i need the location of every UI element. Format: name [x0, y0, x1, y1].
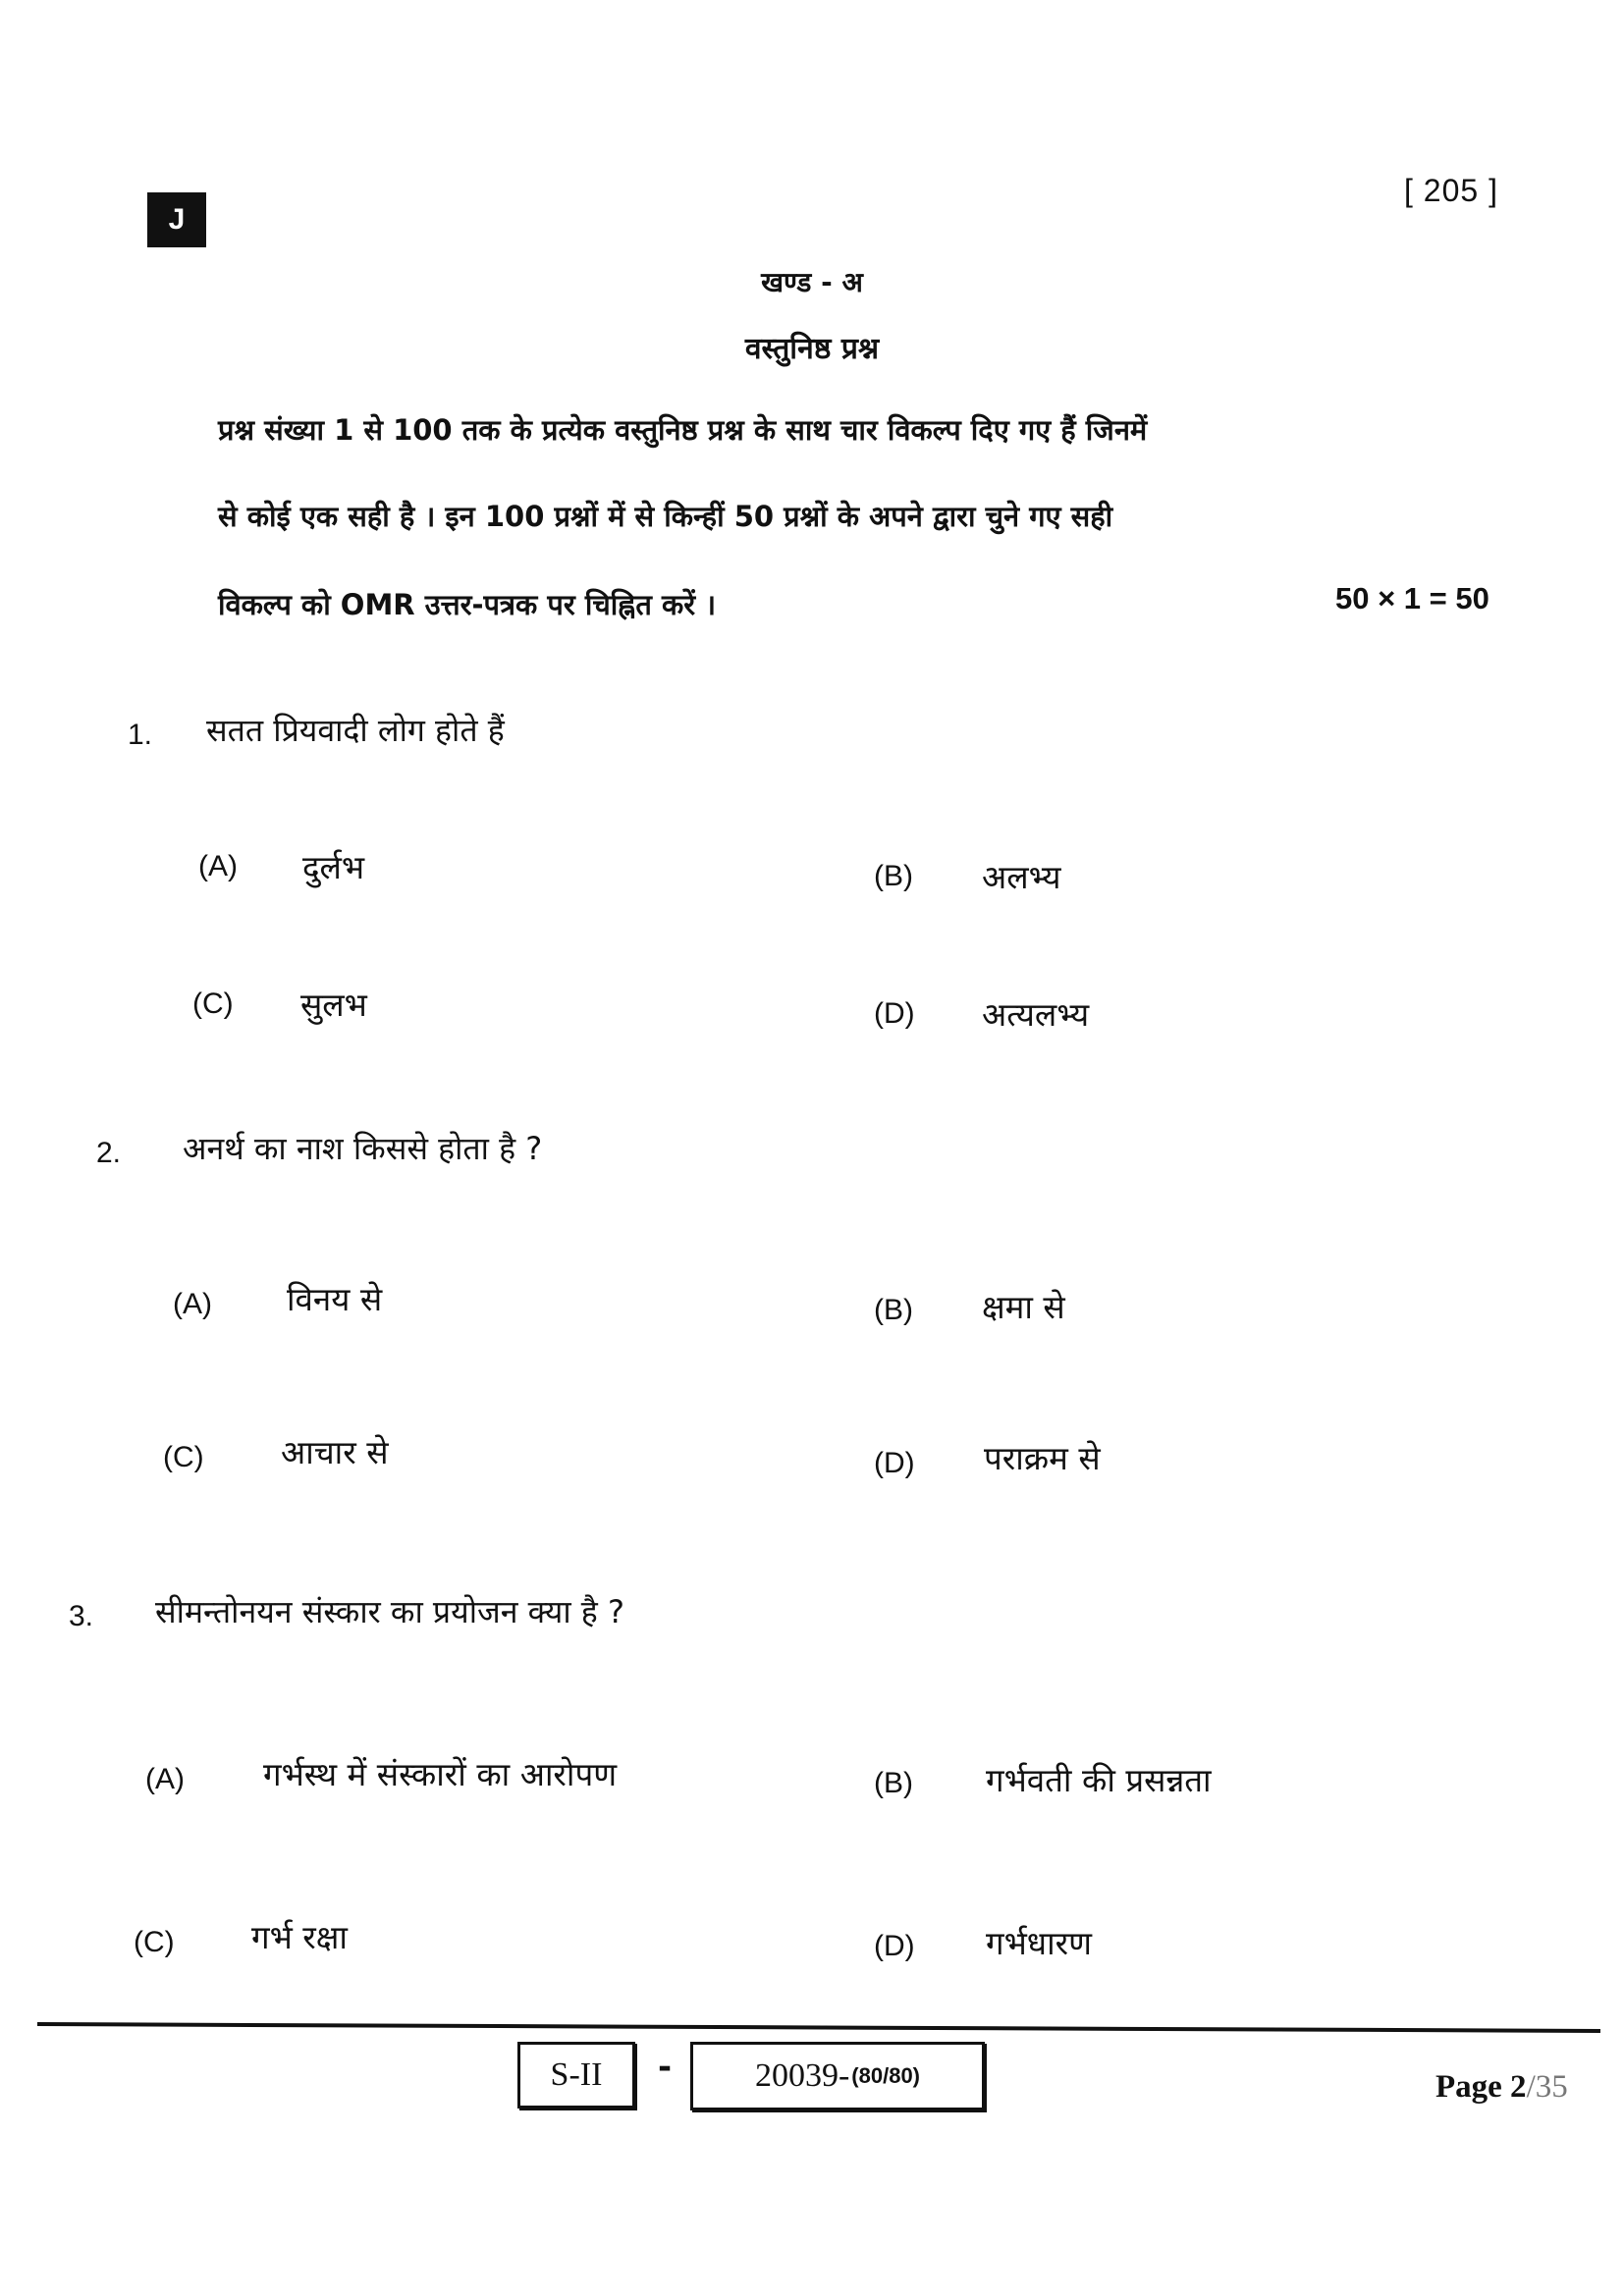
option-label-b: (B) [874, 1294, 913, 1326]
option-text-a: गर्भस्थ में संस्कारों का आरोपण [263, 1755, 618, 1793]
footer-divider [37, 2022, 1600, 2033]
footer-separator: - [658, 2048, 673, 2087]
option-label-c: (C) [192, 988, 234, 1020]
section-title: खण्ड - अ [761, 266, 863, 298]
option-text-d: गर्भधारण [986, 1924, 1092, 1962]
paper-number-suffix: (80/80) [851, 2063, 921, 2088]
option-text-a: विनय से [287, 1280, 383, 1318]
option-label-a: (A) [173, 1288, 212, 1320]
option-label-d: (D) [874, 997, 915, 1030]
option-label-c: (C) [163, 1441, 204, 1473]
paper-code-box [690, 2042, 985, 2110]
option-text-c: सुलभ [300, 986, 367, 1024]
instruction-line-1: प्रश्न संख्या 1 से 100 तक के प्रत्येक वस्तुनिष्ठ प्रश्न के साथ चार विकल्प दिए गए हैं जिनमें [218, 413, 1148, 447]
option-text-b: अलभ्य [982, 858, 1061, 896]
marks-scheme: 50 × 1 = 50 [1335, 581, 1489, 615]
question-number: 1. [128, 719, 153, 751]
option-text-c: गर्भ रक्षा [251, 1918, 348, 1956]
option-label-b: (B) [874, 860, 913, 892]
option-text-a: दुर्लभ [302, 848, 365, 886]
instruction-line-2: से कोई एक सही है । इन 100 प्रश्नों में से किन्हीं 50 प्रश्नों के अपने द्वारा चुने गए सही [218, 500, 1113, 533]
question-number: 2. [96, 1137, 122, 1169]
question-number: 3. [69, 1600, 94, 1632]
section-subtitle: वस्तुनिष्ठ प्रश्न [744, 332, 880, 366]
option-label-b: (B) [874, 1767, 913, 1799]
series-code: S-II [550, 2056, 603, 2093]
page-number [1435, 2069, 1568, 2106]
option-label-a: (A) [198, 850, 238, 882]
page-total: /35 [1526, 2069, 1568, 2105]
question-text: सीमन्तोनयन संस्कार का प्रयोजन क्या है ? [155, 1593, 624, 1630]
option-text-b: क्षमा से [982, 1288, 1065, 1326]
option-text-d: पराक्रम से [984, 1439, 1101, 1477]
option-text-d: अत्यलभ्य [982, 995, 1090, 1034]
option-label-d: (D) [874, 1447, 915, 1479]
option-text-b: गर्भवती की प्रसन्नता [986, 1761, 1212, 1799]
set-code-badge: J [147, 192, 206, 247]
question-text: सतत प्रियवादी लोग होते हैं [206, 712, 505, 749]
option-text-c: आचार से [281, 1433, 389, 1471]
question-text: अनर्थ का नाश किससे होता है ? [183, 1130, 543, 1167]
paper-number: 20039- [754, 2057, 850, 2094]
page-label: Page 2 [1435, 2069, 1527, 2105]
option-label-c: (C) [134, 1926, 175, 1958]
option-label-a: (A) [145, 1763, 185, 1795]
series-box [517, 2042, 635, 2109]
option-label-d: (D) [874, 1930, 915, 1962]
instruction-line-3: विकल्प को OMR उत्तर-पत्रक पर चिह्नित करें । [218, 588, 717, 621]
paper-code: [ 205 ] [1404, 173, 1498, 208]
